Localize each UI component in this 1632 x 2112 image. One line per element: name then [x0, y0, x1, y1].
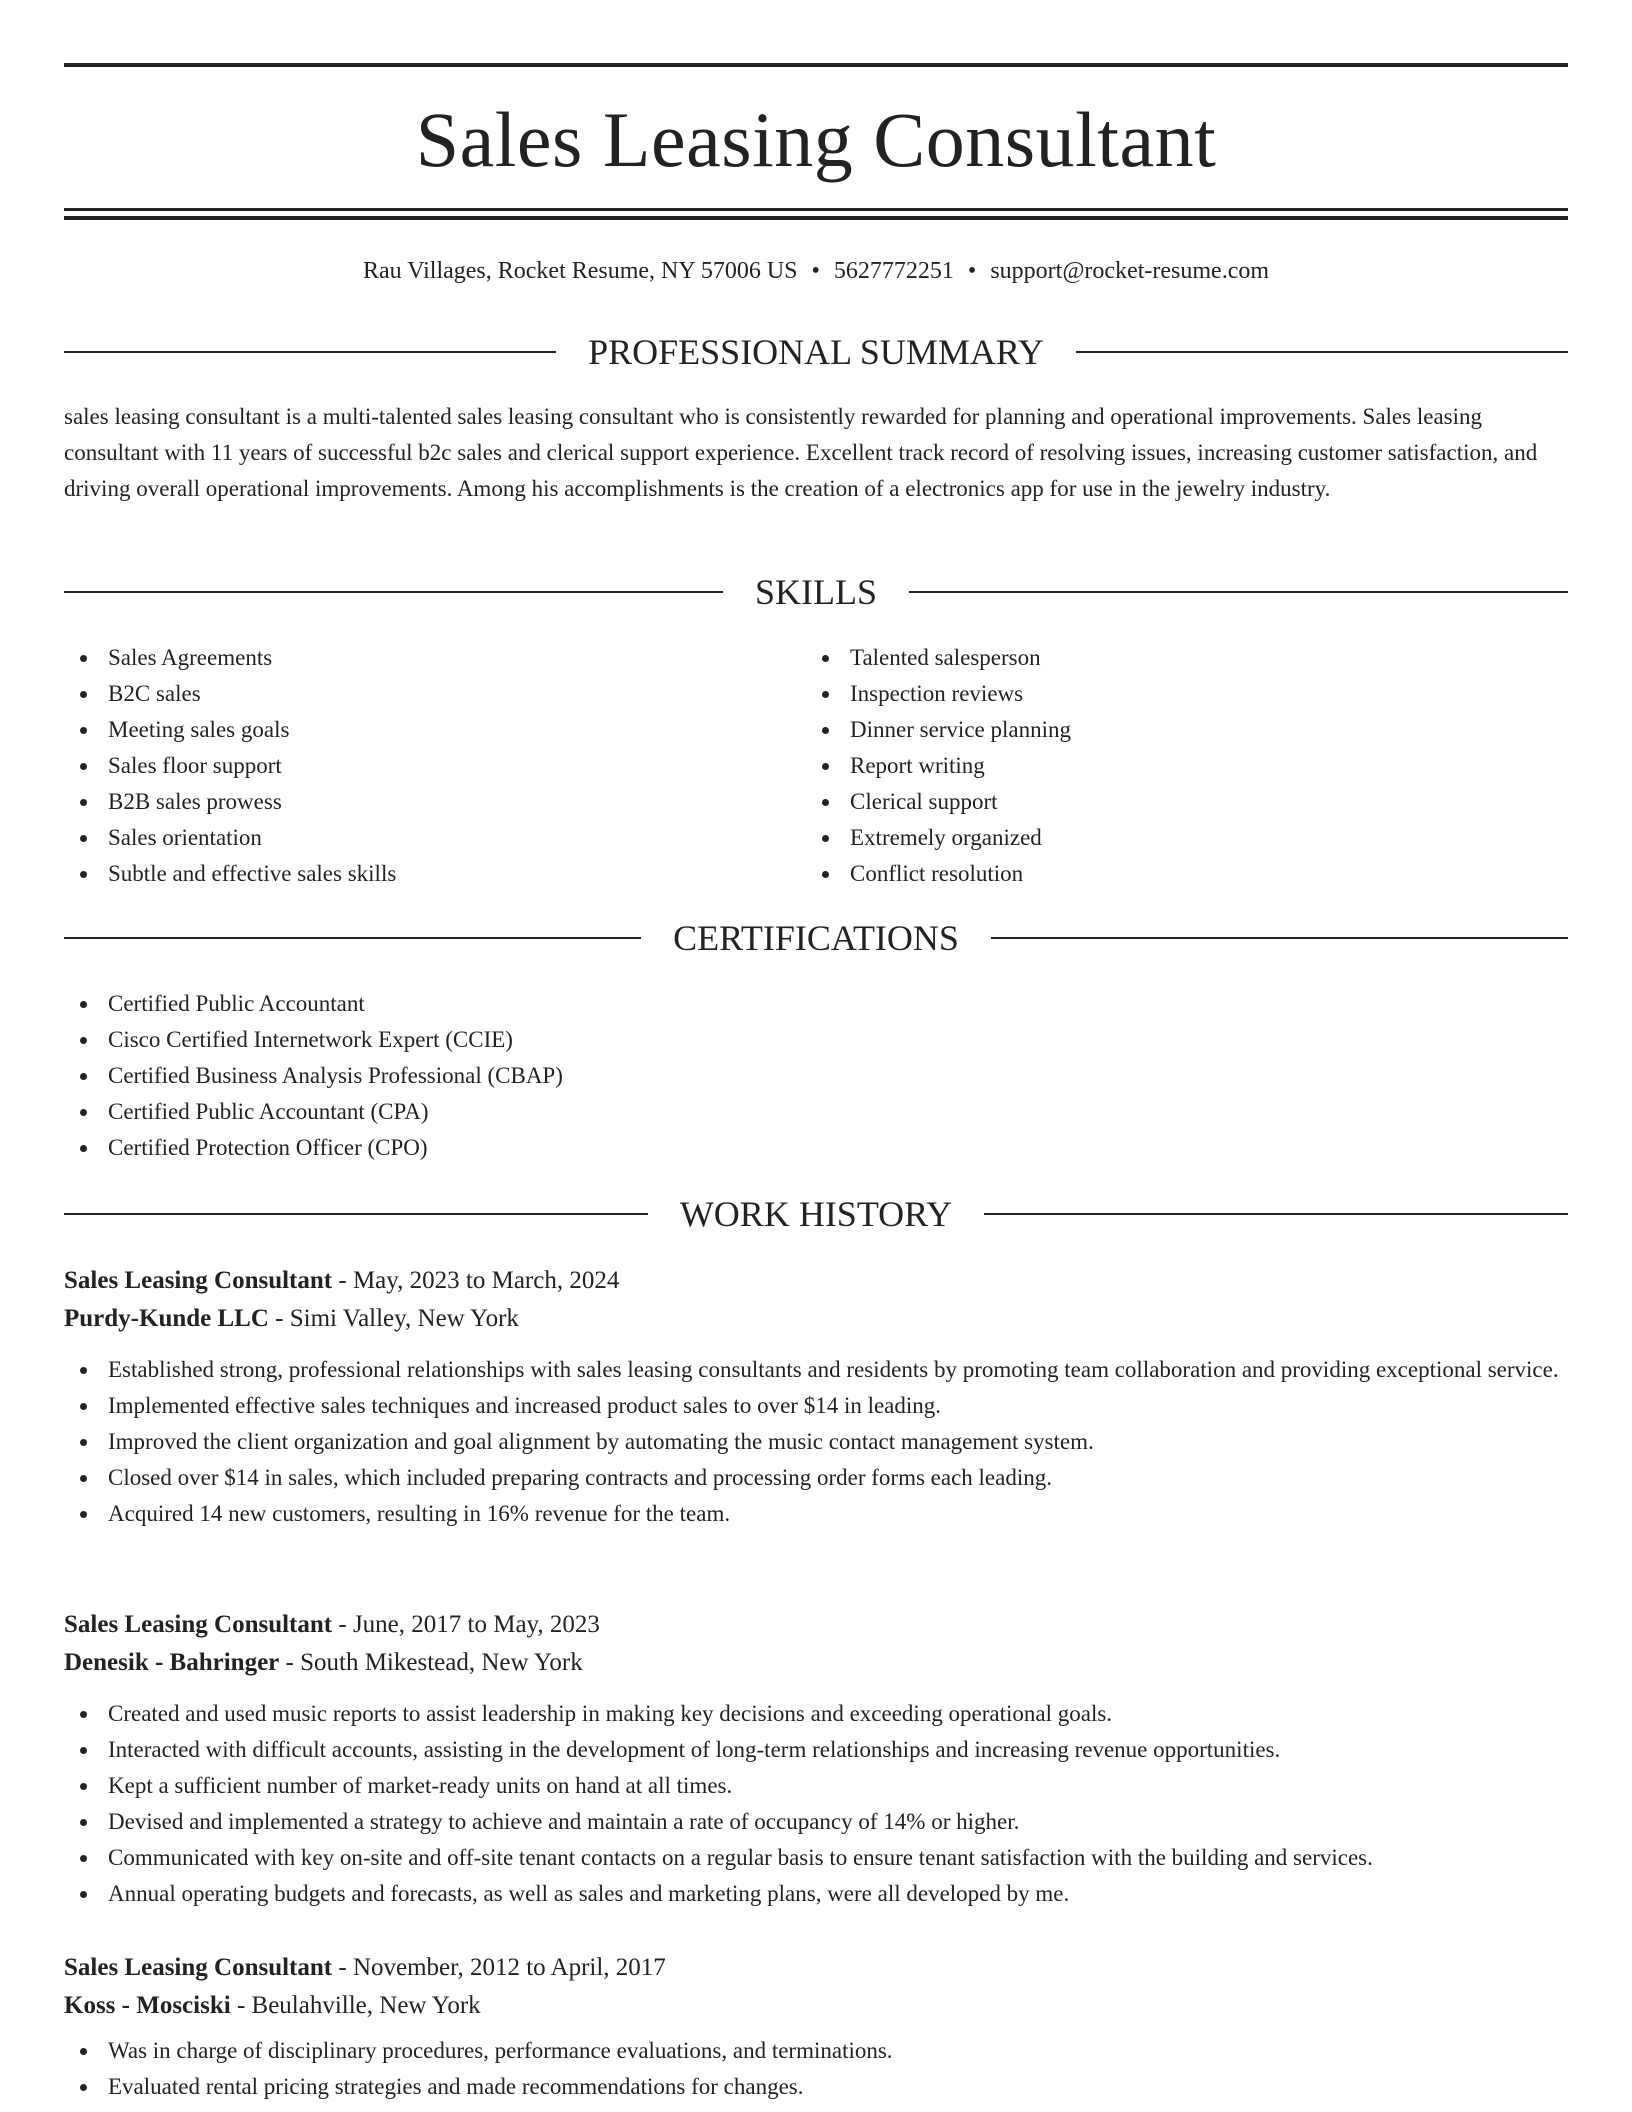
bullet-dot	[822, 691, 829, 698]
job-entry	[64, 1606, 1568, 1912]
job-bullet-text: Closed over $14 in sales, which included preparing contracts and processing order forms each leading.	[108, 1465, 1052, 1490]
job-role: Sales Leasing Consultant	[64, 1611, 333, 1638]
job-company-line	[64, 1987, 1568, 2025]
skill-label: Sales Agreements	[108, 645, 273, 670]
contact-line	[64, 254, 1568, 288]
job-bullet	[64, 1460, 1568, 1496]
summary-heading	[64, 330, 1568, 374]
bullet-dot	[822, 727, 829, 734]
job-bullet-text: Was in charge of disciplinary procedures, performance evaluations, and terminations.	[108, 2038, 893, 2063]
skills-title: SKILLS	[755, 572, 878, 612]
bullet-dot	[80, 1783, 87, 1790]
skill-label: Report writing	[850, 753, 985, 778]
job-bullet	[64, 1388, 1568, 1424]
bullet-dot	[80, 1511, 87, 1518]
bullet-dot	[80, 2084, 87, 2091]
skill-item	[806, 820, 1546, 856]
job-entry	[64, 1949, 1568, 2105]
job-bullet-text: Interacted with difficult accounts, assisting in the development of long-term relationships and increasing revenue opportunities.	[108, 1737, 1281, 1762]
job-bullet-text: Improved the client organization and goal alignment by automating the music contact management system.	[108, 1429, 1094, 1454]
job-bullet	[64, 1732, 1568, 1768]
skill-item	[64, 856, 804, 892]
summary-title: PROFESSIONAL SUMMARY	[588, 332, 1044, 372]
job-bullet	[64, 2069, 1568, 2105]
bullet-dot	[80, 691, 87, 698]
skill-label: Conflict resolution	[850, 861, 1024, 886]
bullet-dot	[80, 1747, 87, 1754]
job-bullet-text: Annual operating budgets and forecasts, as well as sales and marketing plans, were all developed by me.	[108, 1881, 1070, 1906]
skill-label: Sales orientation	[108, 825, 262, 850]
skill-item	[64, 712, 804, 748]
heading-rule-right	[984, 1213, 1568, 1215]
skills-list-right	[806, 640, 1546, 892]
job-role: Sales Leasing Consultant	[64, 1267, 333, 1294]
skills-column-right	[806, 640, 1546, 892]
certification-label: Cisco Certified Internetwork Expert (CCIE)	[108, 1027, 513, 1052]
job-dates: - November, 2012 to April, 2017	[332, 1954, 666, 1981]
bullet-dot	[80, 1037, 87, 1044]
job-bullets	[64, 1352, 1568, 1532]
certification-label: Certified Public Accountant	[108, 991, 365, 1016]
skill-item	[806, 784, 1546, 820]
bullet-dot	[80, 1109, 87, 1116]
summary-text: sales leasing consultant is a multi-talented sales leasing consultant who is consistently rewarded for planning and operational improvements. Sales leasing consultant with 11 years of successful b2c sales and clerical support experience. Excellent track record of resolving issues, increasing customer satisfaction, and driving overall operational improvements. Among his accomplishments is the creation of a electronics app for use in the jewelry industry.	[64, 404, 1538, 501]
certification-item	[64, 1094, 1568, 1130]
job-bullet	[64, 1768, 1568, 1804]
job-bullet	[64, 1352, 1568, 1388]
skill-label: Extremely organized	[850, 825, 1042, 850]
job-title-line	[64, 1262, 1568, 1300]
certification-item	[64, 1058, 1568, 1094]
resume-name: Sales Leasing Consultant	[415, 96, 1217, 183]
job-bullet-text: Evaluated rental pricing strategies and made recommendations for changes.	[108, 2074, 804, 2099]
skill-label: B2C sales	[108, 681, 201, 706]
certification-item	[64, 1022, 1568, 1058]
job-bullet-text: Kept a sufficient number of market-ready units on hand at all times.	[108, 1773, 733, 1798]
job-title-line	[64, 1949, 1568, 1987]
bullet-dot	[822, 655, 829, 662]
job-dates: - May, 2023 to March, 2024	[332, 1267, 620, 1294]
header-double-rule-upper	[64, 208, 1568, 211]
bullet-dot	[822, 835, 829, 842]
skill-item	[806, 712, 1546, 748]
skill-label: Meeting sales goals	[108, 717, 290, 742]
job-bullet	[64, 1804, 1568, 1840]
work-history-heading	[64, 1192, 1568, 1236]
bullet-dot	[80, 655, 87, 662]
bullet-dot	[80, 1145, 87, 1152]
skill-label: Subtle and effective sales skills	[108, 861, 397, 886]
bullet-dot	[80, 1001, 87, 1008]
header-top-rule	[64, 63, 1568, 67]
bullet-dot	[822, 763, 829, 770]
certification-item	[64, 1130, 1568, 1166]
skill-item	[64, 784, 804, 820]
contact-phone: 5627772251	[833, 258, 954, 284]
skills-heading	[64, 570, 1568, 614]
bullet-dot	[80, 1891, 87, 1898]
job-company: Koss - Mosciski	[64, 1992, 231, 2019]
job-bullet-text: Created and used music reports to assist leadership in making key decisions and exceeding operational goals.	[108, 1701, 1113, 1726]
certifications-list	[64, 986, 1568, 1166]
work-history-title: WORK HISTORY	[679, 1194, 953, 1234]
job-bullet	[64, 1876, 1568, 1912]
bullet-dot	[80, 2048, 87, 2055]
job-entry	[64, 1262, 1568, 1532]
bullet-dot	[80, 1439, 87, 1446]
header-double-rule-lower	[64, 216, 1568, 220]
bullet-dot	[80, 1367, 87, 1374]
bullet-dot	[80, 1855, 87, 1862]
certification-label: Certified Business Analysis Professional (CBAP)	[108, 1063, 563, 1088]
contact-email[interactable]: support@rocket-resume.com	[990, 258, 1270, 284]
bullet-dot	[822, 799, 829, 806]
skills-column-left	[64, 640, 804, 892]
bullet-dot	[80, 835, 87, 842]
skill-item	[806, 856, 1546, 892]
job-role: Sales Leasing Consultant	[64, 1954, 333, 1981]
job-bullet-text: Devised and implemented a strategy to achieve and maintain a rate of occupancy of 14% or higher.	[108, 1809, 1020, 1834]
skill-item	[806, 676, 1546, 712]
skill-item	[806, 640, 1546, 676]
skill-label: Sales floor support	[108, 753, 282, 778]
skill-label: Clerical support	[850, 789, 998, 814]
heading-rule-right	[991, 937, 1568, 939]
skill-label: Dinner service planning	[850, 717, 1071, 742]
job-bullet	[64, 1840, 1568, 1876]
job-bullets	[64, 2033, 1568, 2105]
certifications-block	[64, 986, 1568, 1166]
job-company: Denesik - Bahringer	[64, 1649, 280, 1676]
bullet-dot	[822, 871, 829, 878]
skill-label: B2B sales prowess	[108, 789, 282, 814]
heading-rule-left	[64, 351, 556, 353]
contact-separator: •	[811, 258, 820, 284]
skill-item	[64, 676, 804, 712]
job-location: - Simi Valley, New York	[268, 1305, 519, 1332]
bullet-dot	[80, 1819, 87, 1826]
job-bullet-text: Communicated with key on-site and off-site tenant contacts on a regular basis to ensure tenant satisfaction with the building and services.	[108, 1845, 1373, 1870]
bullet-dot	[80, 799, 87, 806]
heading-rule-left	[64, 1213, 648, 1215]
skill-item	[64, 820, 804, 856]
skill-item	[806, 748, 1546, 784]
bullet-dot	[80, 871, 87, 878]
skill-label: Inspection reviews	[850, 681, 1024, 706]
heading-rule-right	[1076, 351, 1568, 353]
bullet-dot	[80, 1475, 87, 1482]
job-title-line	[64, 1606, 1568, 1644]
job-company: Purdy-Kunde LLC	[64, 1305, 269, 1332]
job-bullets	[64, 1696, 1568, 1912]
bullet-dot	[80, 1711, 87, 1718]
heading-rule-right	[909, 591, 1568, 593]
contact-address: Rau Villages, Rocket Resume, NY 57006 US	[362, 258, 798, 284]
skills-list-left	[64, 640, 804, 892]
bullet-dot	[80, 1073, 87, 1080]
certifications-heading	[64, 916, 1568, 960]
certification-label: Certified Protection Officer (CPO)	[108, 1135, 428, 1160]
job-bullet-text: Acquired 14 new customers, resulting in 16% revenue for the team.	[108, 1501, 731, 1526]
job-company-line	[64, 1644, 1568, 1682]
job-bullet-text: Established strong, professional relationships with sales leasing consultants and residents by promoting team collaboration and providing exceptional service.	[108, 1357, 1559, 1382]
bullet-dot	[80, 727, 87, 734]
bullet-dot	[80, 763, 87, 770]
certifications-title: CERTIFICATIONS	[673, 918, 959, 958]
job-bullet	[64, 2033, 1568, 2069]
contact-separator: •	[967, 258, 977, 284]
job-bullet	[64, 1696, 1568, 1732]
job-location: - Beulahville, New York	[230, 1992, 481, 2019]
bullet-dot	[80, 1403, 87, 1410]
job-dates: - June, 2017 to May, 2023	[332, 1611, 600, 1638]
heading-rule-left	[64, 591, 723, 593]
certification-label: Certified Public Accountant (CPA)	[108, 1099, 429, 1124]
job-bullet	[64, 1424, 1568, 1460]
job-bullet-text: Implemented effective sales techniques and increased product sales to over $14 in leading.	[108, 1393, 942, 1418]
job-location: - South Mikestead, New York	[279, 1649, 583, 1676]
heading-rule-left	[64, 937, 641, 939]
skill-item	[64, 748, 804, 784]
skill-label: Talented salesperson	[850, 645, 1041, 670]
job-bullet	[64, 1496, 1568, 1532]
certification-item	[64, 986, 1568, 1022]
job-company-line	[64, 1300, 1568, 1338]
skill-item	[64, 640, 804, 676]
